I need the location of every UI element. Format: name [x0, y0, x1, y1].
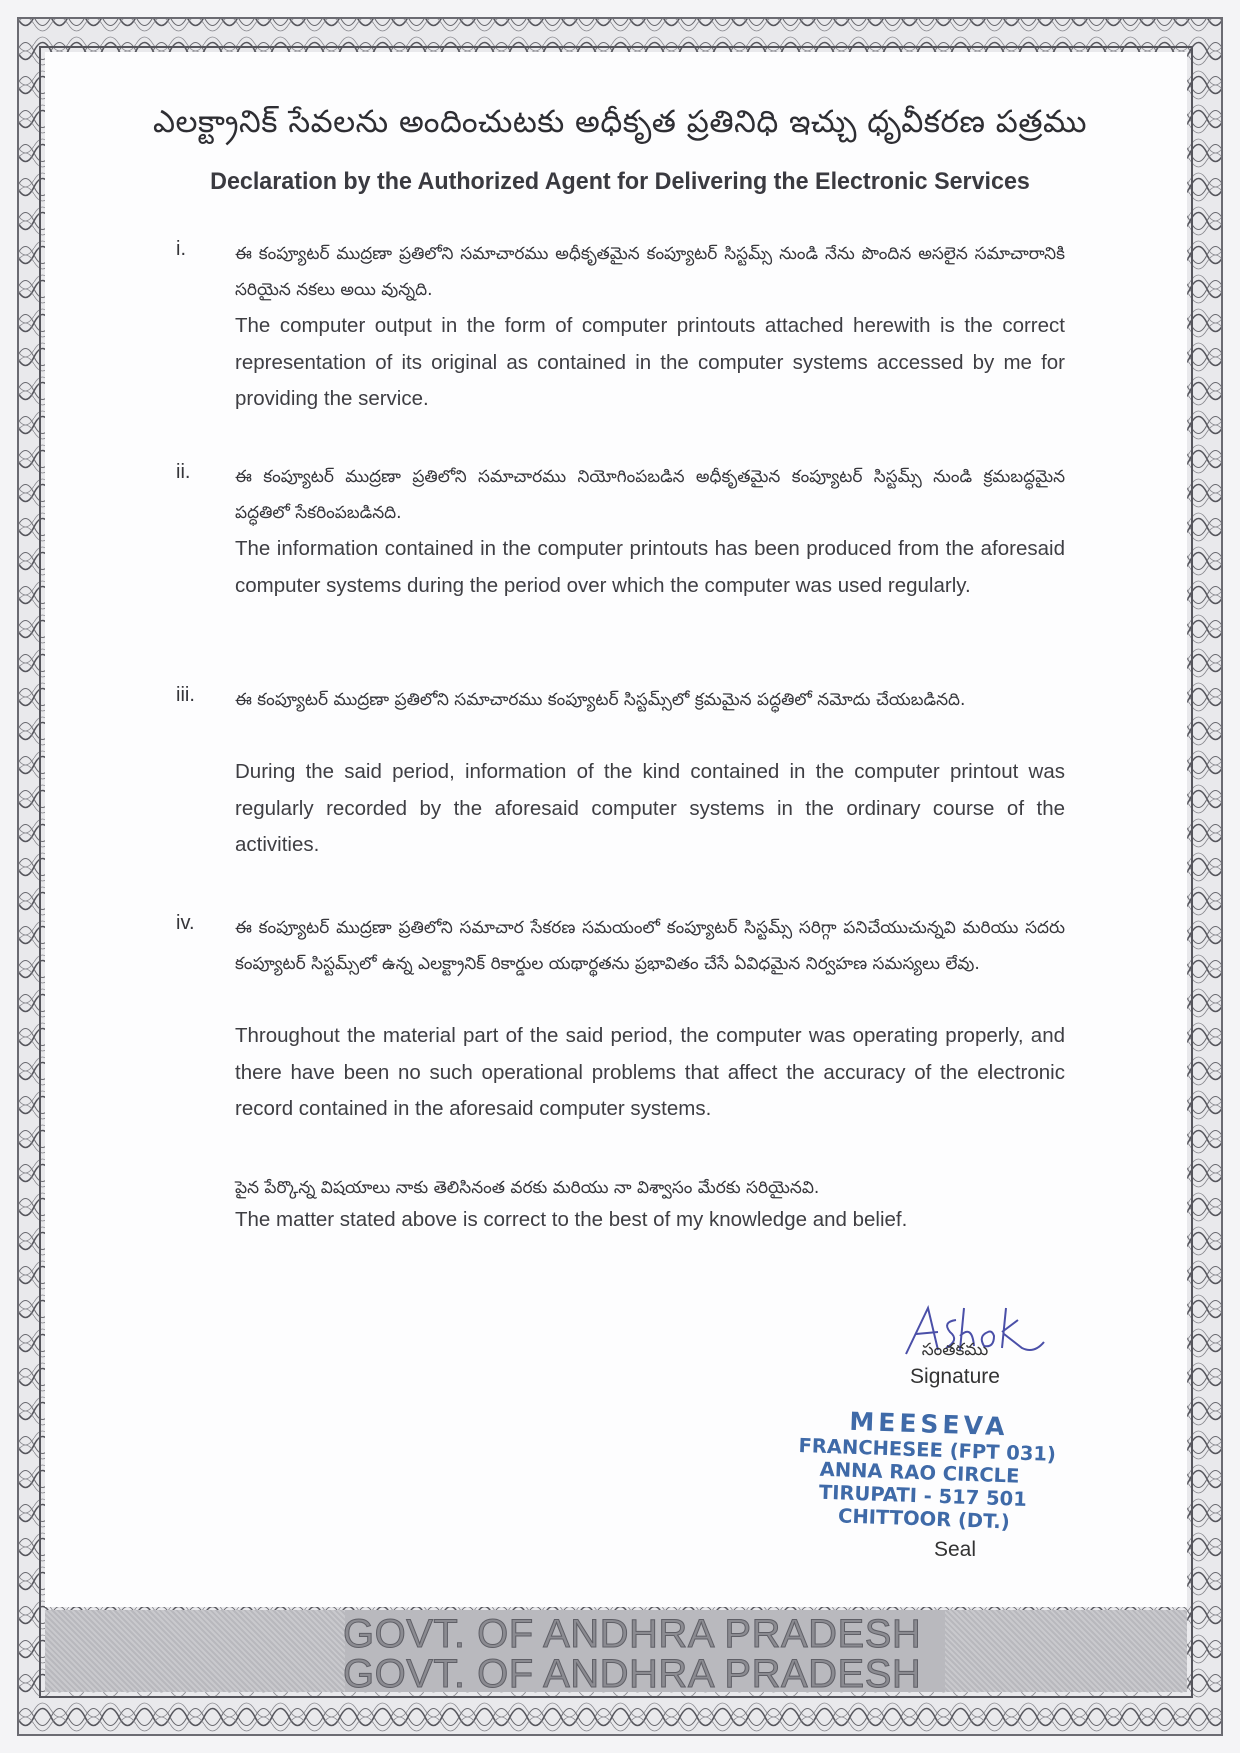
item-english-text: Throughout the material part of the said period, the computer was operating properly, and there have been no such operational problems that affect the accuracy of the electronic record contained in the aforesaid computer systems.	[235, 1024, 1065, 1120]
stamp-line: CHITTOOR (DT.)	[837, 1504, 1011, 1534]
footer-govt-text: GOVT. OF ANDHRA PRADESH	[343, 1652, 922, 1696]
seal-label: Seal	[933, 1538, 977, 1561]
item-english-text: During the said period, information of the kind contained in the computer printout was regularly recorded by the aforesaid computer systems in the ordinary course of the activities.	[235, 760, 1065, 856]
item-english-text: The information contained in the computer printouts has been produced from the aforesaid computer systems during the period over which the computer was used regularly.	[235, 537, 1065, 597]
item-english-text: The computer output in the form of computer printouts attached herewith is the correct representation of its original as contained in the computer systems accessed by me for providing the service.	[235, 314, 1065, 410]
item-numeral: ii.	[176, 461, 191, 483]
item-telugu-text: ఈ కంప్యూటర్ ముద్రణా ప్రతిలోని సమాచారము అధీకృతమైన కంప్యూటర్ సిస్టమ్స్ నుండి నేను పొందిన అసలైన సమాచారానికి సరియైన నకలు అయి వున్నది.	[235, 244, 1065, 300]
closing-telugu-text: పైన పేర్కొన్న విషయాలు నాకు తెలిసినంత వరకు మరియు నా విశ్వాసం మేరకు సరియైనవి.	[235, 1178, 820, 1198]
franchise-stamp	[796, 1405, 1080, 1536]
stamp-line: ANNA RAO CIRCLE	[819, 1457, 1020, 1488]
closing-english-text: The matter stated above is correct to the best of my knowledge and belief.	[235, 1208, 908, 1231]
item-telugu-text: ఈ కంప్యూటర్ ముద్రణా ప్రతిలోని సమాచార సేకరణ సమయంలో కంప్యూటర్ సిస్టమ్స్ సరిగ్గా పనిచేయుచున్నవి మరియు సదరు కంప్యూటర్ సిస్టమ్స్‌లో ఉన్న ఎలక్ట్రానిక్ రికార్డుల యథార్థతను ప్రభావితం చేసే ఏవిధమైన నిర్వహణ సమస్యలు లేవు.	[235, 918, 1065, 974]
item-telugu-text: ఈ కంప్యూటర్ ముద్రణా ప్రతిలోని సమాచారము కంప్యూటర్ సిస్టమ్స్‌లో క్రమమైన పద్ధతిలో నమోదు చేయబడినది.	[235, 690, 966, 710]
item-numeral: iii.	[176, 684, 195, 706]
signature-label: Signature	[910, 1365, 1000, 1388]
item-telugu-text: ఈ కంప్యూటర్ ముద్రణా ప్రతిలోని సమాచారము నియోగింపబడిన అధీకృతమైన కంప్యూటర్ సిస్టమ్స్ నుండి క్రమబద్ధమైన పద్ధతిలో సేకరింపబడినది.	[235, 467, 1065, 523]
telugu-title: ఎలక్ట్రానిక్ సేవలను అందించుటకు అధీకృత ప్రతినిధి ఇచ్చు ధృవీకరణ పత్రము	[152, 104, 1087, 140]
stamp-line: TIRUPATI - 517 501	[818, 1480, 1028, 1511]
footer-govt-text: GOVT. OF ANDHRA PRADESH	[343, 1612, 922, 1656]
item-numeral: i.	[176, 238, 186, 260]
english-title: Declaration by the Authorized Agent for Delivering the Electronic Services	[210, 168, 1030, 195]
item-numeral: iv.	[176, 912, 195, 934]
stamp-line: FRANCHESEE (FPT 031)	[798, 1433, 1057, 1466]
stamp-line: MEESEVA	[848, 1406, 1009, 1442]
signature-telugu-label: సంతకము	[921, 1340, 989, 1360]
